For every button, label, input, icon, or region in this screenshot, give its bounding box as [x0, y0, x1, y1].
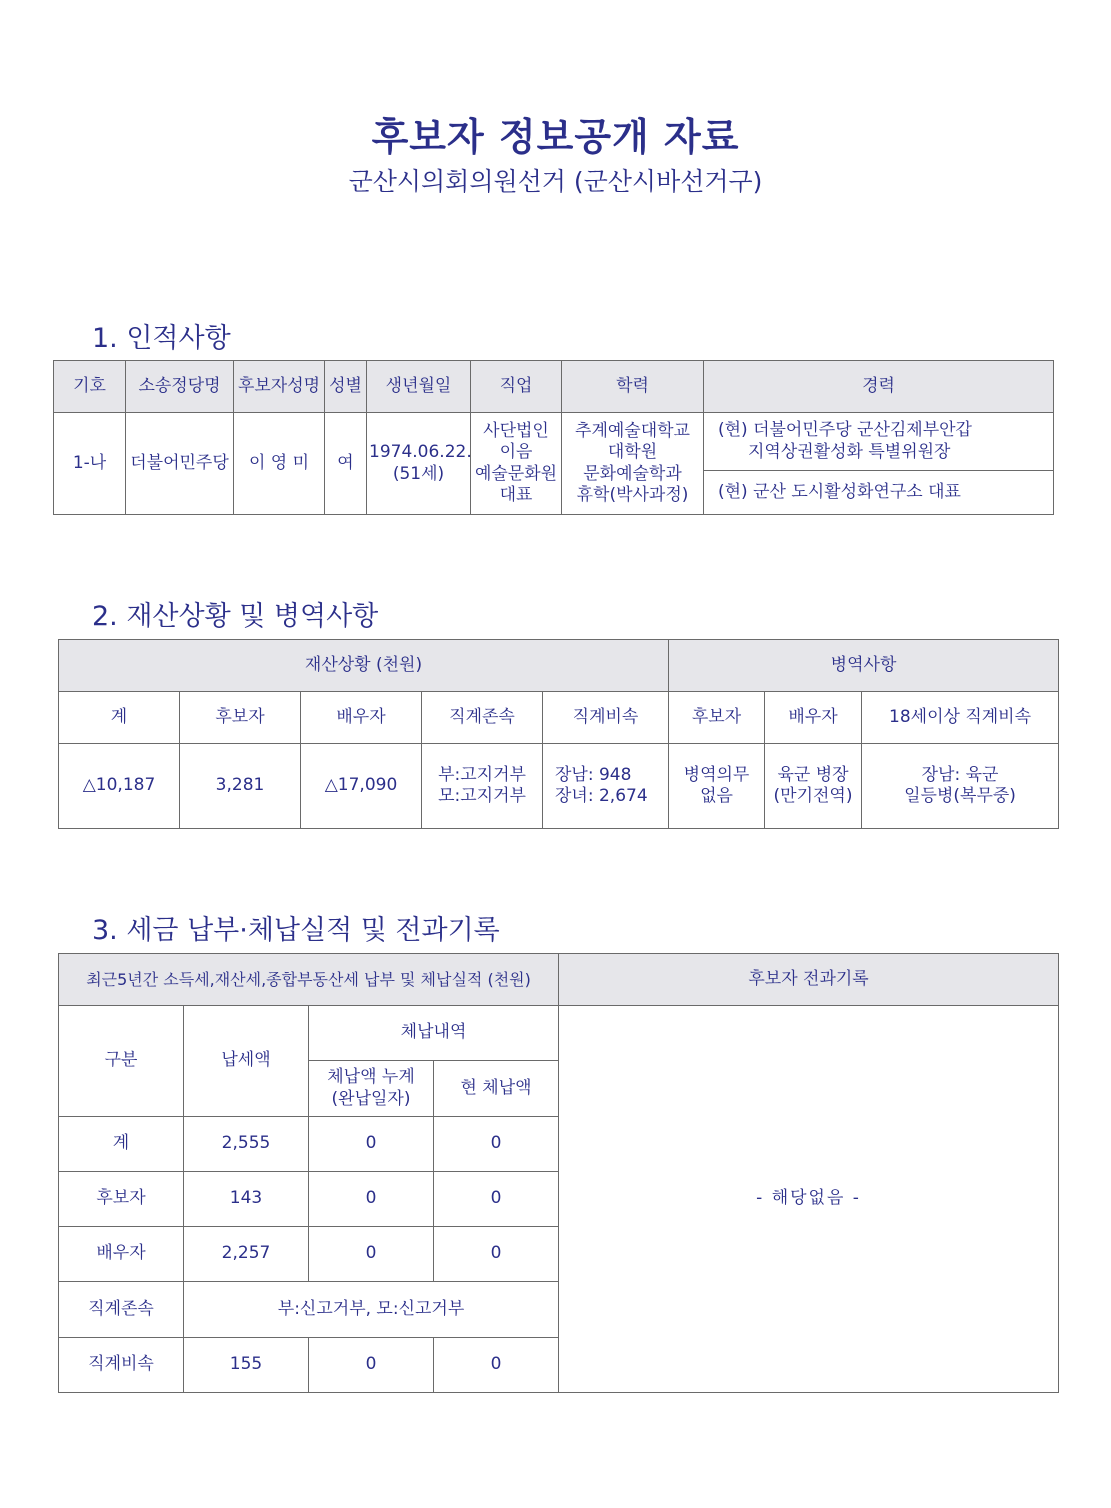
ascendant-line: 모:고지거부: [438, 786, 526, 806]
section-heading-tax: 3. 세금 납부·체납실적 및 전과기록: [92, 915, 500, 946]
career-line: (현) 더불어민주당 군산김제부안갑: [718, 420, 972, 441]
row-label: 배우자: [59, 1227, 184, 1282]
subheader-candidate: 후보자: [180, 692, 301, 744]
descendant-line: 장녀: 2,674: [555, 786, 648, 806]
row-arrears-current: 0: [434, 1227, 559, 1282]
job-line: 예술문화원: [474, 463, 558, 484]
arrears-total-line: 체납액 누계: [327, 1067, 415, 1088]
row-arrears-total: 0: [309, 1338, 434, 1393]
row-arrears-current: 0: [434, 1172, 559, 1227]
criminal-header: 후보자 전과기록: [559, 954, 1059, 1006]
row-arrears-total: 0: [309, 1227, 434, 1282]
career-item: [704, 413, 1054, 471]
row-label: 계: [59, 1117, 184, 1172]
career-line: (현) 군산 도시활성화연구소 대표: [718, 481, 961, 502]
military-line: 없음: [700, 786, 733, 806]
row-paid: 2,555: [184, 1117, 309, 1172]
tax-criminal-table: [58, 953, 1059, 1393]
candidate-number: 1-나: [54, 413, 126, 515]
row-label: 직계비속: [59, 1338, 184, 1393]
row-paid: 143: [184, 1172, 309, 1227]
arrears-total-line: (완납일자): [331, 1088, 411, 1109]
career-item: [704, 471, 1054, 515]
header-number: 기호: [54, 361, 126, 413]
subheader-mil-candidate: 후보자: [669, 692, 765, 744]
education-line: 대학원: [607, 442, 658, 463]
military-spouse: [765, 744, 862, 829]
candidate-birth: [367, 413, 471, 515]
birth-date: 1974.06.22.: [369, 442, 472, 463]
row-label: 직계존속: [59, 1282, 184, 1338]
military-line: 장남: 육군: [921, 764, 999, 785]
property-military-table: [58, 639, 1059, 829]
tax-header: 최근5년간 소득세,재산세,종합부동산세 납부 및 체납실적 (천원): [59, 954, 559, 1006]
property-spouse: △17,090: [301, 744, 422, 829]
document-subtitle: 군산시의회의원선거 (군산시바선거구): [348, 167, 763, 196]
subheader-mil-descendant: 18세이상 직계비속: [862, 692, 1059, 744]
military-line: 병역의무: [683, 764, 750, 785]
header-party: 소송정당명: [126, 361, 234, 413]
education-line: 추계예술대학교: [575, 421, 690, 441]
military-line: (만기전역): [773, 786, 853, 806]
career-line: 지역상권활성화 특별위원장: [748, 441, 951, 462]
birth-age: (51세): [392, 463, 445, 484]
section-heading-personal: 1. 인적사항: [92, 323, 231, 354]
job-line: 대표: [499, 484, 533, 505]
military-line: 육군 병장: [777, 764, 849, 785]
candidate-party: 더불어민주당: [126, 413, 234, 515]
subheader-mil-spouse: 배우자: [765, 692, 862, 744]
job-line: 이음: [499, 442, 533, 463]
candidate-job: [471, 413, 562, 515]
col-paid: 납세액: [184, 1006, 309, 1117]
subheader-spouse: 배우자: [301, 692, 422, 744]
candidate-name: 이 영 미: [234, 413, 325, 515]
criminal-record: - 해당없음 -: [559, 1006, 1059, 1393]
subheader-descendant: 직계비속: [543, 692, 669, 744]
personal-info-table: [53, 360, 1054, 515]
candidate-gender: 여: [325, 413, 367, 515]
row-arrears-total: 0: [309, 1117, 434, 1172]
col-category: 구분: [59, 1006, 184, 1117]
ascendant-line: 부:고지거부: [438, 764, 526, 785]
military-candidate: [669, 744, 765, 829]
col-arrears-total: [309, 1061, 434, 1117]
header-birth: 생년월일: [367, 361, 471, 413]
header-gender: 성별: [325, 361, 367, 413]
property-total: △10,187: [59, 744, 180, 829]
descendant-line: 장남: 948: [555, 764, 632, 785]
header-education: 학력: [562, 361, 704, 413]
subheader-total: 계: [59, 692, 180, 744]
subheader-ascendant: 직계존속: [422, 692, 543, 744]
header-name: 후보자성명: [234, 361, 325, 413]
military-descendant: [862, 744, 1059, 829]
property-candidate: 3,281: [180, 744, 301, 829]
property-descendant: [543, 744, 669, 829]
section-heading-property: 2. 재산상황 및 병역사항: [92, 601, 379, 632]
header-job: 직업: [471, 361, 562, 413]
education-line: 휴학(박사과정): [576, 484, 689, 505]
property-ascendant: [422, 744, 543, 829]
education-line: 문화예술학과: [583, 463, 682, 484]
header-career: 경력: [704, 361, 1054, 413]
military-header: 병역사항: [669, 640, 1059, 692]
ascendant-value: 부:신고거부, 모:신고거부: [184, 1282, 559, 1338]
military-line: 일등병(복무중): [904, 786, 1016, 806]
candidate-education: [562, 413, 704, 515]
row-arrears-current: 0: [434, 1117, 559, 1172]
row-label: 후보자: [59, 1172, 184, 1227]
col-arrears: 체납내역: [309, 1006, 559, 1061]
col-arrears-current: 현 체납액: [434, 1061, 559, 1117]
property-header: 재산상황 (천원): [59, 640, 669, 692]
row-paid: 155: [184, 1338, 309, 1393]
row-arrears-total: 0: [309, 1172, 434, 1227]
job-line: 사단법인: [483, 421, 549, 441]
document-title: 후보자 정보공개 자료: [371, 115, 740, 159]
row-arrears-current: 0: [434, 1338, 559, 1393]
row-paid: 2,257: [184, 1227, 309, 1282]
